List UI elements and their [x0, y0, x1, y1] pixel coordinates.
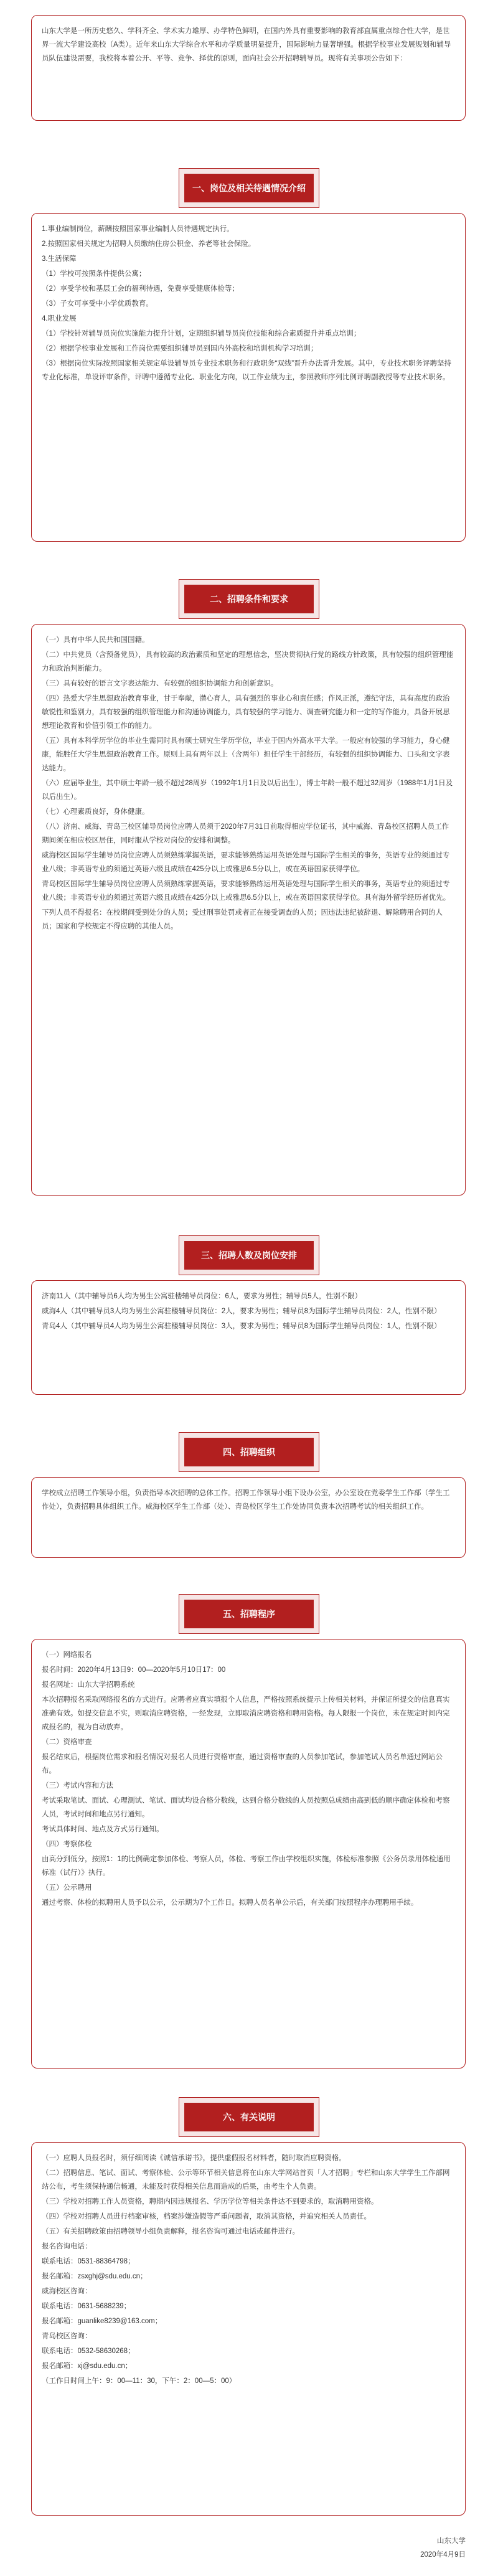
- paragraph: 报名时间：2020年4月13日9：00—2020年5月10日17：00: [42, 1666, 226, 1674]
- paragraph: （3）根据岗位实际按照国家相关规定单设辅导员专业技术职务和行政职务“双线”晋升办法晋升发展。其中，专业技术职务评聘坚持专业化标准，单设评审条件，评聘中遵循专业化、职业化方向，以工作业绩为主，参照教师序列比例评聘副教授等专业技术职务。: [42, 360, 452, 381]
- paragraph: 济南11人（其中辅导员6人均为男生公寓驻楼辅导员岗位：6人，要求为男性；辅导员5人，性别不限）: [42, 1293, 362, 1300]
- paragraph: 青岛校区国际学生辅导员岗位应聘人员须熟练掌握英语，要求能够熟练运用英语处理与国际学生相关的事务，英语专业的须通过专业八级；非英语专业的须通过英语六级且成绩在425分以上或雅思6.5分以上，或在英语国家获得学位。具有海外留学经历者优先。: [42, 880, 451, 902]
- paragraph: （三）考试内容和方法: [42, 1782, 113, 1790]
- paragraph: 1.事业编制岗位，薪酬按照国家事业编制人员待遇规定执行。: [42, 225, 234, 233]
- paragraph: （一）具有中华人民共和国国籍。: [42, 636, 149, 644]
- paragraph: 青岛4人（其中辅导员4人均为男生公寓驻楼辅导员岗位：3人，要求为男性；辅导员8为国际学生辅导员岗位：1人，性别不限）: [42, 1323, 441, 1330]
- paragraph: （二）资格审查: [42, 1739, 92, 1746]
- paragraph: 青岛校区咨询：: [42, 2333, 92, 2340]
- paragraph: 4.职业发展: [42, 315, 77, 323]
- contact-phone: 联系电话：0532-58630268；: [42, 2347, 135, 2355]
- section-heading-4-label: 四、招聘组织: [184, 1438, 314, 1466]
- paragraph: （四）热爱大学生思想政治教育事业，甘于奉献，潜心育人，具有强烈的事业心和责任感；作风正派，遵纪守法，具有高度的政治敏锐性和鉴别力，具有较强的组织管理能力和沟通协调能力，具有较强的学习能力、调查研究能力和一定的写作能力，具备开展思想理论教育和价值引领工作的能力。: [42, 695, 450, 730]
- section-card-1: [31, 213, 466, 542]
- section-card-5: [31, 1639, 466, 2069]
- paragraph: 威海校区国际学生辅导员岗位应聘人员须熟练掌握英语，要求能够熟练运用英语处理与国际学生相关的事务，英语专业的须通过专业八级；非英语专业的须通过英语六级且成绩在425分以上或雅思6.5分以上，或在英语国家获得学位。: [42, 852, 450, 873]
- intro-text: 山东大学是一所历史悠久、学科齐全、学术实力雄厚、办学特色鲜明，在国内外具有重要影响的教育部直属重点综合性大学，是世界一流大学建设高校（A类）。近年来山东大学综合水平和办学质量明显提升，国际影响力显著增强。根据学校事业发展规划和辅导员队伍建设需要，我校将本着公开、平等、竞争、择优的原则，面向社会公开招聘辅导员。现将有关事项公告如下：: [42, 27, 451, 62]
- section-heading-1-label: 一、岗位及相关待遇情况介绍: [184, 174, 314, 202]
- footer: [420, 2534, 466, 2562]
- section-heading-5-label: 五、招聘程序: [184, 1600, 314, 1628]
- paragraph: （八）济南、威海、青岛三校区辅导员岗位应聘人员须于2020年7月31日前取得相应学位证书，其中威海、青岛校区招聘人员工作期间须在相应校区居住，同时服从学校对岗位的安排和调整。: [42, 823, 449, 844]
- section-card-2: [31, 624, 466, 1196]
- contact-email: 报名邮箱：xj@sdu.edu.cn；: [42, 2362, 133, 2370]
- paragraph: （五）公示聘用: [42, 1884, 92, 1892]
- section-card-4: [31, 1477, 466, 1558]
- section-heading-3: [179, 1235, 319, 1275]
- paragraph: （六）应届毕业生，其中硕士年龄一般不超过28周岁（1992年1月1日及以后出生），博士年龄一般不超过32周岁（1988年1月1日及以后出生）。: [42, 780, 453, 801]
- paragraph: （七）心理素质良好，身体健康。: [42, 808, 149, 816]
- section-heading-4: [179, 1432, 319, 1472]
- section-heading-6: [179, 2097, 319, 2137]
- paragraph: 3.生活保障: [42, 255, 77, 263]
- section-heading-3-label: 三、招聘人数及岗位安排: [184, 1241, 314, 1270]
- footer-date: 2020年4月9日: [420, 2551, 466, 2559]
- section-heading-5: [179, 1594, 319, 1634]
- contact-phone: 联系电话：0531-88364798；: [42, 2258, 135, 2265]
- contact-email: 报名邮箱：guanlike8239@163.com；: [42, 2318, 162, 2325]
- paragraph: （2）根据学校事业发展和工作岗位需要组织辅导员到国内外高校和培训机构学习培训；: [42, 345, 318, 352]
- paragraph: （二）中共党员（含预备党员），具有较高的政治素质和坚定的理想信念，坚决贯彻执行党的路线方针政策，具有较强的组织管理能力和政治判断能力。: [42, 651, 454, 672]
- contact-phone: 联系电话：0631-5688239；: [42, 2303, 131, 2310]
- paragraph: （四）学校对招聘人员进行档案审核，档案涉嫌造假等严重问题者，取消其资格，并追究相关人员责任。: [42, 2213, 371, 2220]
- section-heading-2-label: 二、招聘条件和要求: [184, 585, 314, 613]
- paragraph: 本次招聘报名采取网络报名的方式进行。应聘者应真实填报个人信息，严格按照系统提示上传相关材料，并保证所提交的信息真实准确有效。如提交信息不实，则取消应聘资格，一经发现，立即取消应聘资格和聘用资格。每人限报一个岗位，未在规定时间内完成报名的，视为自动放弃。: [42, 1696, 450, 1731]
- paragraph: 报名网址：山东大学招聘系统: [42, 1681, 135, 1689]
- paragraph: 报名结束后，根据岗位需求和报名情况对报名人员进行资格审查，通过资格审查的人员参加笔试，参加笔试人员名单通过网站公布。: [42, 1753, 443, 1775]
- contact-email: 报名邮箱：zsxghj@sdu.edu.cn；: [42, 2273, 148, 2280]
- footer-org: 山东大学: [437, 2537, 466, 2545]
- paragraph: 考试采取笔试、面试、心理测试、笔试、面试均设合格分数线，达到合格分数线的人员按照总成绩由高到低的顺序确定体检和考察人员，考试时间和地点另行通知。: [42, 1797, 450, 1818]
- section-heading-6-label: 六、有关说明: [184, 2103, 314, 2131]
- paragraph: （3）子女可享受中小学优质教育。: [42, 300, 153, 308]
- intro-card: [31, 15, 466, 121]
- paragraph: （一）网络报名: [42, 1651, 92, 1659]
- paragraph: （2）享受学校和基层工会的福利待遇，免费享受健康体检等；: [42, 285, 239, 293]
- paragraph: （工作日时间上午：9：00—11：30，下午：2：00—5：00）: [42, 2377, 237, 2385]
- paragraph: （1）学校针对辅导员岗位实施能力提升计划，定期组织辅导员岗位技能和综合素质提升并重点培训；: [42, 330, 361, 337]
- paragraph: 由高分到低分，按照1：1的比例确定参加体检、考察人员，体检、考察工作由学校组织实施，体检标准参照《公务员录用体检通用标准（试行）》执行。: [42, 1856, 451, 1877]
- paragraph: （三）学校对招聘工作人员资格，聘期内因违规报名、学历学位等相关条件达不到要求的，取消聘用资格。: [42, 2198, 378, 2206]
- section-heading-2: [179, 579, 319, 619]
- section-card-6: [31, 2142, 466, 2516]
- paragraph: 考试具体时间、地点及方式另行通知。: [42, 1826, 164, 1833]
- paragraph: 学校成立招聘工作领导小组，负责指导本次招聘的总体工作。招聘工作领导小组下设办公室，办公室设在党委学生工作部（学生工作处），负责招聘具体组织工作。威海校区学生工作部（处）、青岛校区学生工作处协同负责本次招聘考试的相关组织工作。: [42, 1489, 450, 1511]
- paragraph: 2.按照国家相关规定为招聘人员缴纳住房公积金、养老等社会保险。: [42, 240, 256, 248]
- paragraph: （五）有关招聘政策由招聘领导小组负责解释，报名咨询可通过电话或邮件进行。: [42, 2228, 299, 2235]
- paragraph: 下列人员不得报名：在校期间受到处分的人员；受过刑事处罚或者正在接受调查的人员；因违法违纪被辞退、解除聘用合同的人员；国家和学校规定不得应聘的其他人员。: [42, 909, 443, 930]
- paragraph: 威海4人（其中辅导员3人均为男生公寓驻楼辅导员岗位：2人，要求为男性；辅导员8为国际学生辅导员岗位：2人，性别不限）: [42, 1308, 441, 1315]
- paragraph: 报名咨询电话：: [42, 2243, 92, 2250]
- paragraph: （二）招聘信息、笔试、面试、考察体检、公示等环节相关信息将在山东大学网站首页「人才招聘」专栏和山东大学学生工作部网站公布，考生须保持通信畅通，未能及时获得相关信息而造成的后果，由考生个人负责。: [42, 2169, 450, 2191]
- paragraph: （五）具有本科学历学位的毕业生需同时具有硕士研究生学历学位，毕业于国内外高水平大学。一般应有较强的学习能力，身心健康，能胜任大学生思想政治教育工作。原则上具有两年以上（含两年）担任学生干部经历，有较强的组织协调能力、口头和文字表达能力。: [42, 737, 450, 772]
- paragraph: 通过考察、体检的拟聘用人员予以公示，公示期为7个工作日。拟聘人员名单公示后，有关部门按照程序办理聘用手续。: [42, 1899, 418, 1907]
- paragraph: （一）应聘人员报名时，须仔细阅读《诚信承诺书》，提供虚假报名材料者，随时取消应聘资格。: [42, 2154, 346, 2162]
- section-heading-1: [179, 168, 319, 208]
- section-card-3: [31, 1280, 466, 1395]
- paragraph: 威海校区咨询：: [42, 2288, 92, 2295]
- paragraph: （三）具有较好的语言文字表达能力、有较强的组织协调能力和创新意识。: [42, 680, 278, 687]
- paragraph: （四）考察体检: [42, 1841, 92, 1848]
- paragraph: （1）学校可按照条件提供公寓；: [42, 270, 146, 278]
